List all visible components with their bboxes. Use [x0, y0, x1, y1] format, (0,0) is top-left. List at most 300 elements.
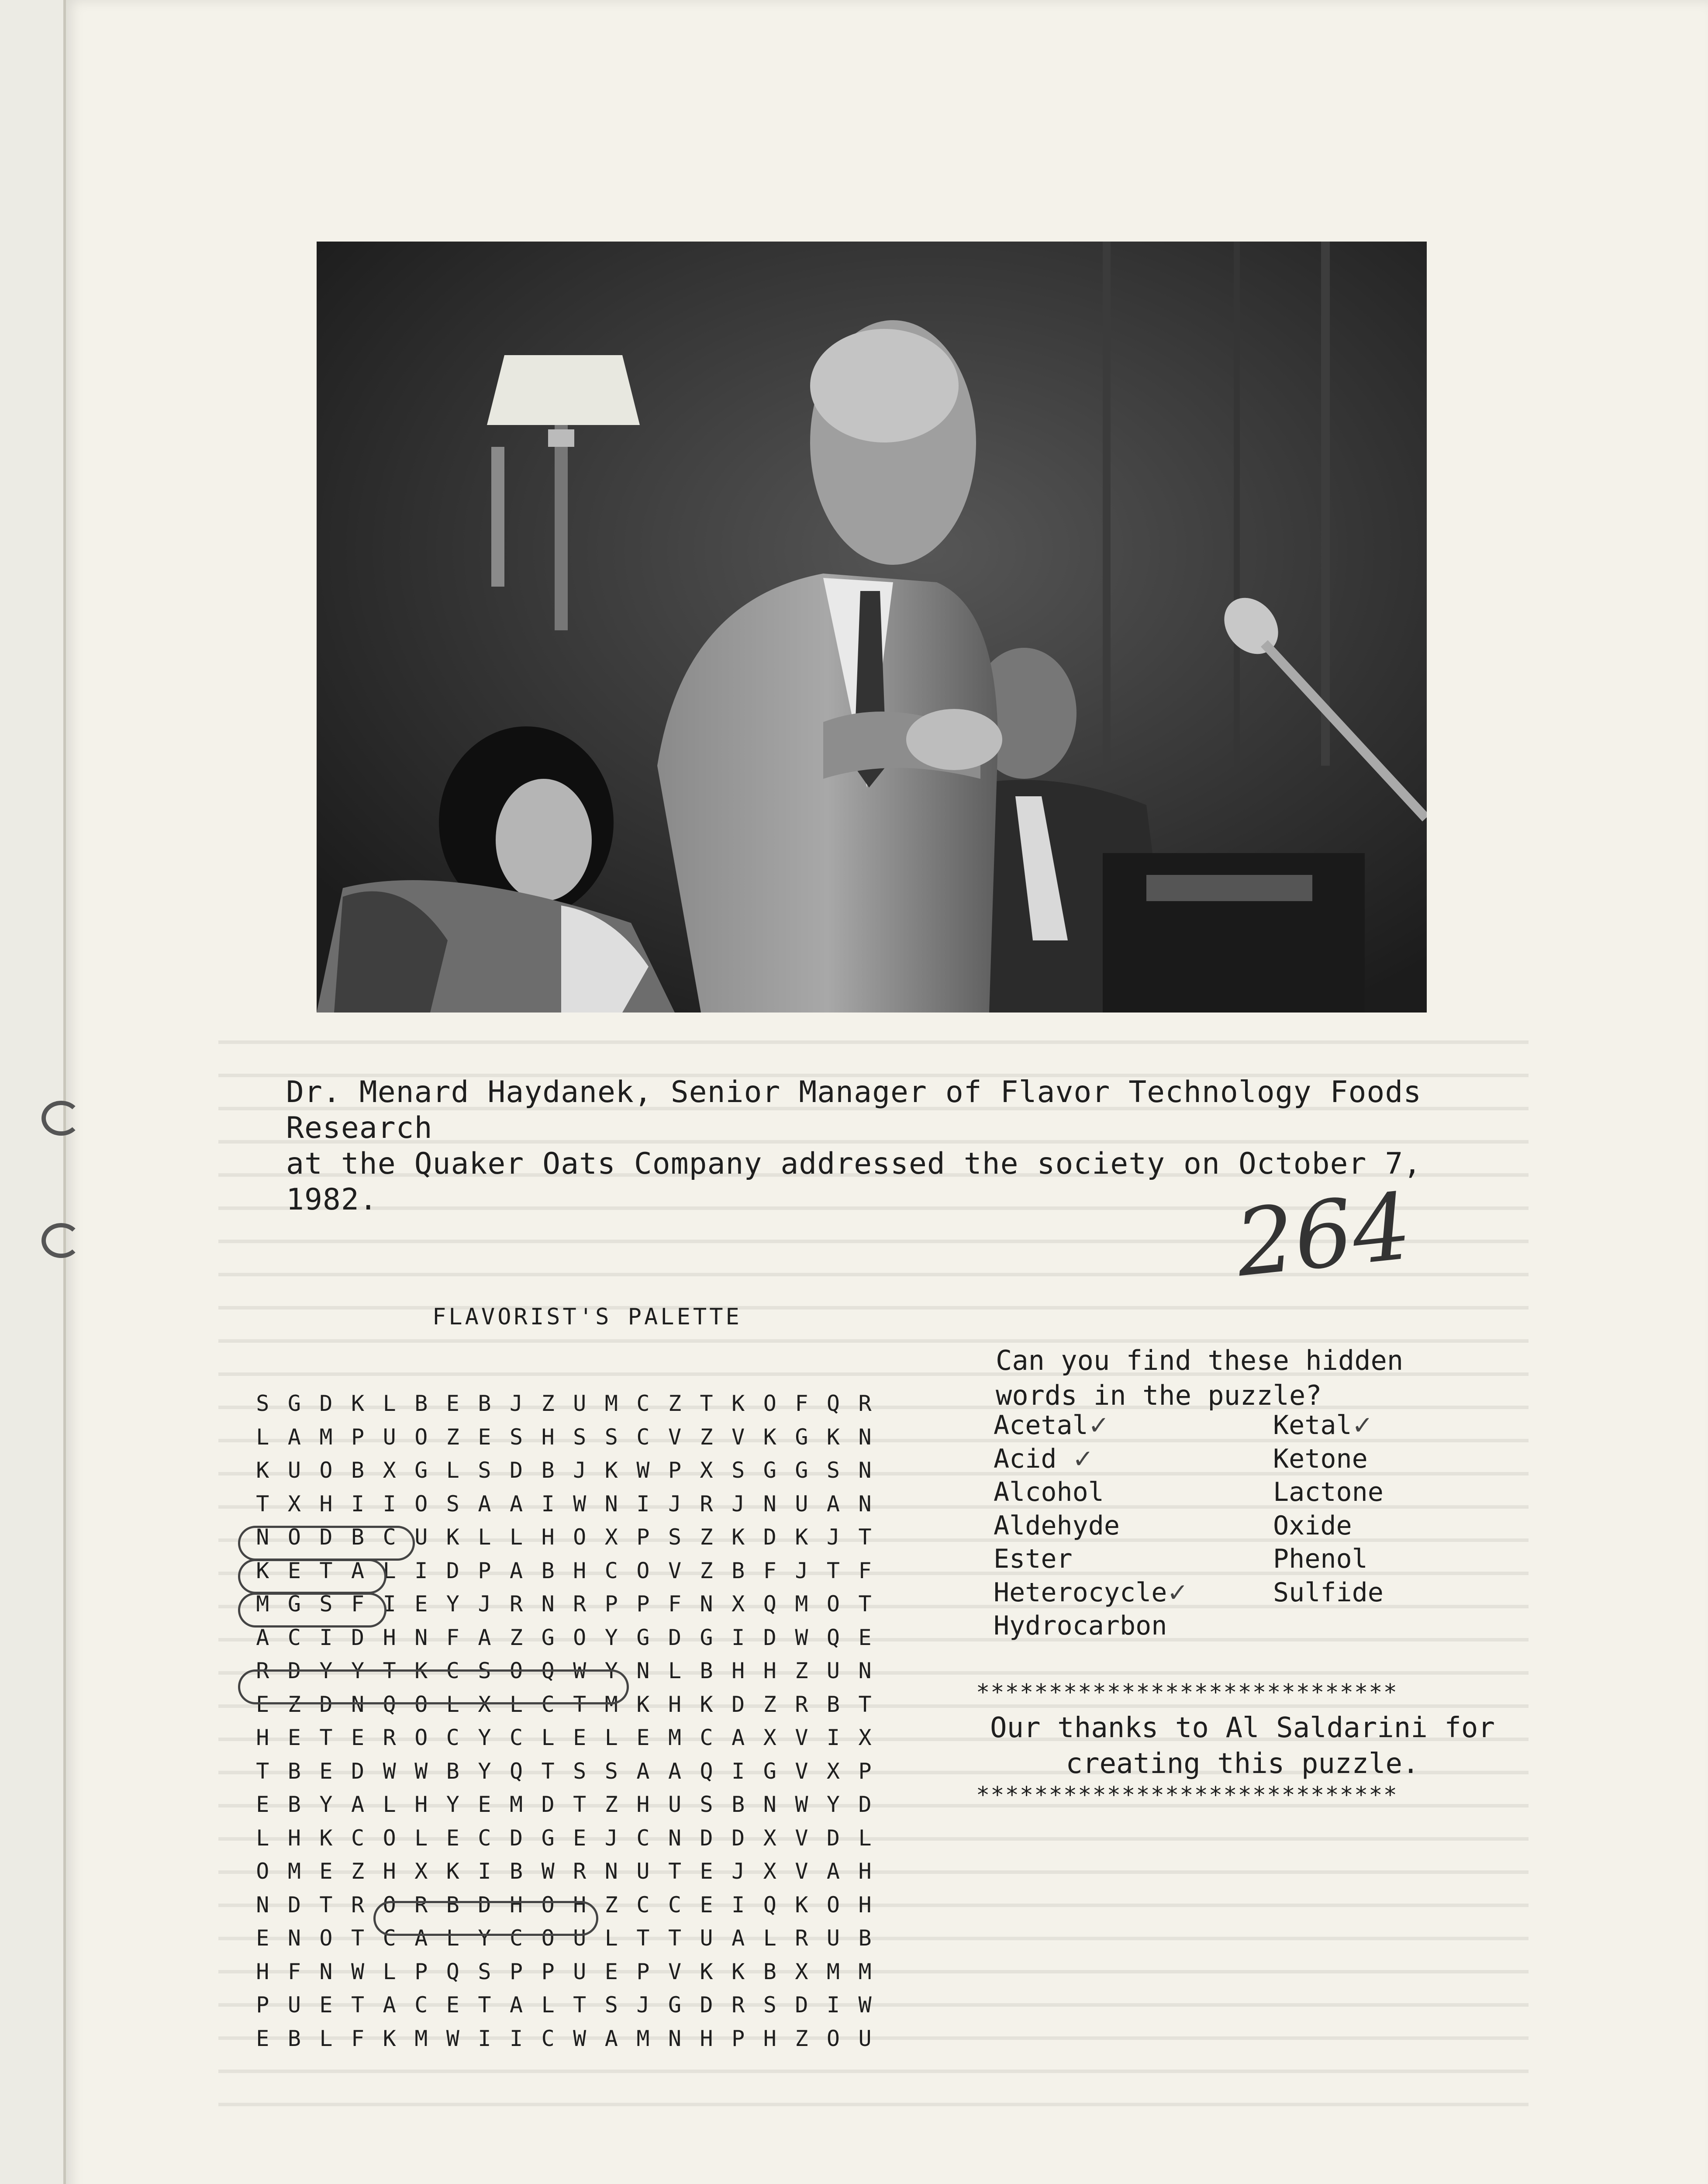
grid-row [247, 1988, 881, 2022]
grid-cell: V [795, 1758, 808, 1784]
grid-cell: C [478, 1825, 491, 1851]
grid-cell: O [319, 1925, 333, 1951]
grid-cell: H [573, 1892, 587, 1918]
grid-cell: T [478, 1992, 491, 2018]
check-mark-icon: ✓ [1088, 1410, 1110, 1440]
grid-cell: J [732, 1491, 745, 1517]
grid-cell: Y [351, 1658, 365, 1684]
grid-cell: Z [668, 1391, 682, 1417]
grid-cell: C [509, 1725, 523, 1751]
grid-cell: I [732, 1624, 745, 1650]
grid-cell: A [636, 1758, 650, 1784]
grid-cell: P [509, 1959, 523, 1984]
grid-cell: B [287, 1792, 301, 1818]
grid-cell: I [478, 1859, 491, 1884]
grid-cell: X [700, 1458, 713, 1483]
grid-cell: B [732, 1792, 745, 1818]
grid-cell: K [700, 1959, 713, 1984]
grid-cell: D [509, 1458, 523, 1483]
word-aldehyde: Aldehyde [994, 1510, 1120, 1541]
grid-cell: E [256, 2025, 269, 2051]
star-divider-top: ***************************** [976, 1679, 1398, 1706]
grid-cell: G [668, 1992, 682, 2018]
grid-row [247, 1721, 881, 1755]
grid-cell: P [604, 1591, 618, 1617]
grid-cell: W [573, 2025, 587, 2051]
grid-cell: P [636, 1591, 650, 1617]
grid-cell: H [732, 1658, 745, 1684]
grid-cell: V [795, 1725, 808, 1751]
grid-cell: A [509, 1992, 523, 2018]
grid-cell: Z [700, 1424, 713, 1450]
grid-cell: N [351, 1691, 365, 1717]
grid-cell: T [858, 1691, 872, 1717]
grid-cell: X [604, 1524, 618, 1550]
grid-cell: S [604, 1424, 618, 1450]
grid-cell: F [446, 1624, 459, 1650]
grid-cell: Y [319, 1792, 333, 1818]
grid-cell: G [763, 1758, 776, 1784]
grid-cell: B [351, 1458, 365, 1483]
grid-cell: Q [763, 1892, 776, 1918]
grid-cell: E [446, 1992, 459, 2018]
grid-cell: U [826, 1925, 840, 1951]
grid-cell: X [287, 1491, 301, 1517]
grid-cell: L [509, 1691, 523, 1717]
grid-cell: N [858, 1458, 872, 1483]
word-lactone: Lactone [1273, 1477, 1384, 1507]
grid-cell: E [256, 1691, 269, 1717]
grid-cell: L [414, 1825, 428, 1851]
grid-cell: G [795, 1424, 808, 1450]
grid-cell: D [319, 1524, 333, 1550]
grid-cell: E [446, 1391, 459, 1417]
grid-cell: O [256, 1859, 269, 1884]
grid-cell: T [256, 1491, 269, 1517]
binding-edge [63, 0, 66, 2184]
grid-cell: X [795, 1959, 808, 1984]
grid-cell: E [700, 1859, 713, 1884]
thanks-line-1: Our thanks to Al Saldarini for [990, 1712, 1495, 1744]
grid-cell: S [604, 1992, 618, 2018]
word-ester: Ester [994, 1544, 1073, 1574]
grid-row [247, 1788, 881, 1821]
grid-cell: D [319, 1391, 333, 1417]
grid-cell: V [668, 1424, 682, 1450]
grid-cell: D [700, 1992, 713, 2018]
grid-cell: T [383, 1658, 396, 1684]
grid-cell: V [668, 1558, 682, 1583]
grid-cell: Z [446, 1424, 459, 1450]
grid-cell: J [604, 1825, 618, 1851]
grid-cell: K [351, 1391, 365, 1417]
grid-cell: Z [351, 1859, 365, 1884]
grid-cell: B [478, 1391, 491, 1417]
grid-cell: J [636, 1992, 650, 2018]
grid-cell: T [858, 1591, 872, 1617]
grid-cell: U [700, 1925, 713, 1951]
word-search-grid [247, 1387, 881, 2055]
grid-cell: N [668, 1825, 682, 1851]
grid-cell: T [319, 1725, 333, 1751]
grid-cell: E [319, 1758, 333, 1784]
grid-cell: Y [604, 1658, 618, 1684]
grid-cell: U [668, 1792, 682, 1818]
grid-cell: D [763, 1524, 776, 1550]
grid-cell: D [287, 1658, 301, 1684]
grid-cell: C [636, 1424, 650, 1450]
grid-cell: I [541, 1491, 555, 1517]
grid-cell: I [383, 1591, 396, 1617]
grid-cell: F [858, 1558, 872, 1583]
grid-cell: D [732, 1825, 745, 1851]
grid-cell: O [826, 1892, 840, 1918]
grid-cell: N [604, 1491, 618, 1517]
grid-cell: C [351, 1825, 365, 1851]
grid-cell: A [414, 1925, 428, 1951]
grid-cell: Q [826, 1391, 840, 1417]
grid-cell: X [826, 1758, 840, 1784]
grid-cell: D [509, 1825, 523, 1851]
grid-cell: Y [319, 1658, 333, 1684]
grid-cell: S [573, 1424, 587, 1450]
grid-cell: A [732, 1925, 745, 1951]
grid-cell: Z [287, 1691, 301, 1717]
grid-cell: K [383, 2025, 396, 2051]
grid-row [247, 1454, 881, 1487]
grid-cell: A [351, 1792, 365, 1818]
grid-cell: B [446, 1758, 459, 1784]
grid-cell: I [732, 1892, 745, 1918]
word-alcohol: Alcohol [994, 1477, 1104, 1507]
grid-cell: K [732, 1391, 745, 1417]
grid-cell: E [636, 1725, 650, 1751]
grid-cell: C [446, 1658, 459, 1684]
grid-cell: I [319, 1624, 333, 1650]
grid-cell: L [256, 1825, 269, 1851]
grid-cell: H [573, 1558, 587, 1583]
grid-cell: A [826, 1491, 840, 1517]
grid-cell: B [541, 1458, 555, 1483]
binder-ring-icon [41, 1223, 81, 1258]
grid-cell: P [636, 1524, 650, 1550]
grid-cell: I [732, 1758, 745, 1784]
grid-cell: N [256, 1524, 269, 1550]
grid-cell: L [763, 1925, 776, 1951]
grid-cell: W [414, 1758, 428, 1784]
grid-row [247, 1955, 881, 1989]
grid-cell: P [668, 1458, 682, 1483]
grid-cell: S [826, 1458, 840, 1483]
grid-cell: N [700, 1591, 713, 1617]
grid-cell: F [287, 1959, 301, 1984]
grid-cell: G [795, 1458, 808, 1483]
grid-cell: F [668, 1591, 682, 1617]
grid-cell: H [541, 1524, 555, 1550]
grid-cell: R [509, 1591, 523, 1617]
thanks-line-2: creating this puzzle. [1066, 1748, 1419, 1780]
grid-cell: G [287, 1391, 301, 1417]
grid-cell: C [414, 1992, 428, 2018]
grid-cell: B [446, 1892, 459, 1918]
grid-cell: T [858, 1524, 872, 1550]
grid-cell: S [319, 1591, 333, 1617]
grid-cell: C [636, 1825, 650, 1851]
check-mark-icon: ✓ [1352, 1410, 1373, 1440]
grid-cell: S [478, 1959, 491, 1984]
grid-cell: D [287, 1892, 301, 1918]
grid-cell: U [858, 2025, 872, 2051]
speaker-photo [317, 242, 1427, 1013]
grid-cell: L [446, 1458, 459, 1483]
grid-cell: O [541, 1892, 555, 1918]
grid-cell: S [573, 1758, 587, 1784]
grid-cell: H [763, 2025, 776, 2051]
grid-cell: G [700, 1624, 713, 1650]
grid-cell: V [795, 1859, 808, 1884]
grid-cell: S [604, 1758, 618, 1784]
grid-cell: C [668, 1892, 682, 1918]
grid-cell: L [383, 1792, 396, 1818]
grid-cell: M [509, 1792, 523, 1818]
found-word-circle-acetal [373, 1901, 598, 1936]
grid-cell: W [858, 1992, 872, 2018]
word-ketone: Ketone [1273, 1443, 1368, 1474]
grid-cell: T [668, 1925, 682, 1951]
grid-cell: O [826, 2025, 840, 2051]
grid-cell: N [414, 1624, 428, 1650]
grid-cell: Y [446, 1591, 459, 1617]
grid-cell: D [732, 1691, 745, 1717]
grid-cell: A [668, 1758, 682, 1784]
grid-cell: E [287, 1725, 301, 1751]
grid-cell: W [795, 1792, 808, 1818]
grid-cell: W [573, 1658, 587, 1684]
grid-cell: O [763, 1391, 776, 1417]
grid-cell: O [826, 1591, 840, 1617]
grid-cell: C [541, 1691, 555, 1717]
grid-cell: C [700, 1725, 713, 1751]
check-mark-icon: ✓ [1072, 1444, 1094, 1474]
grid-cell: L [446, 1925, 459, 1951]
grid-cell: C [383, 1925, 396, 1951]
grid-cell: J [795, 1558, 808, 1583]
grid-cell: R [256, 1658, 269, 1684]
grid-cell: I [509, 2025, 523, 2051]
grid-cell: E [256, 1792, 269, 1818]
word-list-left [994, 1409, 1188, 1643]
found-word-circle-msf [238, 1559, 386, 1594]
grid-cell: Z [509, 1624, 523, 1650]
grid-cell: A [256, 1624, 269, 1650]
grid-cell: Z [763, 1691, 776, 1717]
grid-cell: O [319, 1458, 333, 1483]
grid-cell: N [858, 1424, 872, 1450]
grid-cell: Z [795, 1658, 808, 1684]
grid-cell: N [636, 1658, 650, 1684]
grid-cell: M [414, 2025, 428, 2051]
grid-cell: D [446, 1558, 459, 1583]
grid-cell: L [383, 1558, 396, 1583]
grid-cell: R [732, 1992, 745, 2018]
grid-cell: O [414, 1491, 428, 1517]
grid-cell: H [256, 1725, 269, 1751]
grid-cell: D [478, 1892, 491, 1918]
grid-cell: N [668, 2025, 682, 2051]
grid-cell: Z [541, 1391, 555, 1417]
grid-cell: P [414, 1959, 428, 1984]
grid-cell: J [826, 1524, 840, 1550]
grid-cell: F [763, 1558, 776, 1583]
grid-cell: A [509, 1491, 523, 1517]
word-acetal: Acetal✓ [994, 1410, 1110, 1441]
grid-cell: C [383, 1524, 396, 1550]
grid-cell: R [573, 1859, 587, 1884]
grid-cell: G [541, 1624, 555, 1650]
grid-cell: H [256, 1959, 269, 1984]
grid-cell: U [636, 1859, 650, 1884]
grid-cell: C [604, 1558, 618, 1583]
grid-cell: G [541, 1825, 555, 1851]
grid-cell: Z [700, 1558, 713, 1583]
grid-cell: X [732, 1591, 745, 1617]
grid-cell: I [351, 1491, 365, 1517]
grid-cell: R [573, 1591, 587, 1617]
grid-cell: D [351, 1758, 365, 1784]
grid-cell: N [256, 1892, 269, 1918]
grid-cell: K [636, 1691, 650, 1717]
grid-cell: U [414, 1524, 428, 1550]
grid-cell: S [700, 1792, 713, 1818]
grid-cell: K [446, 1524, 459, 1550]
grid-cell: H [414, 1792, 428, 1818]
grid-cell: L [383, 1391, 396, 1417]
word-phenol: Phenol [1273, 1544, 1368, 1574]
grid-cell: T [668, 1859, 682, 1884]
grid-cell: J [509, 1391, 523, 1417]
grid-cell: L [541, 1992, 555, 2018]
grid-cell: K [319, 1825, 333, 1851]
grid-row [247, 1487, 881, 1521]
grid-cell: I [478, 2025, 491, 2051]
thanks-note [976, 1710, 1509, 1782]
grid-cell: T [351, 1992, 365, 2018]
grid-cell: U [287, 1992, 301, 2018]
grid-cell: O [414, 1691, 428, 1717]
grid-cell: H [509, 1892, 523, 1918]
grid-cell: B [541, 1558, 555, 1583]
grid-cell: K [446, 1859, 459, 1884]
grid-cell: L [319, 2025, 333, 2051]
word-sulfide: Sulfide [1273, 1577, 1384, 1608]
grid-cell: Y [446, 1792, 459, 1818]
grid-cell: S [509, 1424, 523, 1450]
caption-line-2: at the Quaker Oats Company addressed the society on October 7, 1982. [286, 1147, 1422, 1217]
grid-cell: G [287, 1591, 301, 1617]
grid-cell: K [732, 1959, 745, 1984]
grid-cell: E [700, 1892, 713, 1918]
prompt-line-2: words in the puzzle? [996, 1379, 1322, 1411]
grid-cell: L [541, 1725, 555, 1751]
grid-cell: K [763, 1424, 776, 1450]
grid-cell: F [795, 1391, 808, 1417]
grid-cell: E [478, 1424, 491, 1450]
grid-cell: S [668, 1524, 682, 1550]
grid-cell: A [826, 1859, 840, 1884]
grid-cell: M [604, 1691, 618, 1717]
grid-cell: T [541, 1758, 555, 1784]
grid-cell: X [478, 1691, 491, 1717]
grid-cell: B [509, 1859, 523, 1884]
grid-cell: Z [795, 2025, 808, 2051]
grid-cell: A [509, 1558, 523, 1583]
grid-cell: J [573, 1458, 587, 1483]
grid-cell: K [256, 1558, 269, 1583]
grid-cell: U [573, 1925, 587, 1951]
grid-cell: E [256, 1925, 269, 1951]
star-divider-bottom: ***************************** [976, 1782, 1398, 1808]
grid-cell: R [700, 1491, 713, 1517]
grid-cell: J [478, 1591, 491, 1617]
grid-cell: P [256, 1992, 269, 2018]
grid-cell: A [383, 1992, 396, 2018]
grid-cell: V [732, 1424, 745, 1450]
grid-cell: T [351, 1925, 365, 1951]
grid-cell: C [541, 2025, 555, 2051]
grid-cell: O [414, 1424, 428, 1450]
grid-cell: Z [604, 1792, 618, 1818]
grid-cell: D [858, 1792, 872, 1818]
grid-cell: N [858, 1658, 872, 1684]
grid-cell: E [351, 1725, 365, 1751]
grid-cell: U [795, 1491, 808, 1517]
grid-cell: Q [509, 1758, 523, 1784]
grid-cell: A [287, 1424, 301, 1450]
handwritten-page-number: 264 [1231, 1172, 1416, 1298]
grid-cell: H [858, 1859, 872, 1884]
grid-cell: Z [604, 1892, 618, 1918]
grid-cell: X [763, 1825, 776, 1851]
grid-cell: F [351, 2025, 365, 2051]
grid-cell: U [383, 1424, 396, 1450]
grid-row [247, 1855, 881, 1888]
found-word-circle-heterocycle [238, 1669, 629, 1704]
grid-cell: D [319, 1691, 333, 1717]
grid-cell: D [668, 1624, 682, 1650]
grid-cell: Y [478, 1758, 491, 1784]
grid-cell: U [287, 1458, 301, 1483]
grid-cell: T [636, 1925, 650, 1951]
grid-cell: V [668, 1959, 682, 1984]
grid-cell: S [256, 1391, 269, 1417]
grid-row [247, 1420, 881, 1454]
grid-cell: Y [478, 1925, 491, 1951]
grid-cell: D [351, 1624, 365, 1650]
grid-cell: K [256, 1458, 269, 1483]
grid-cell: X [858, 1725, 872, 1751]
grid-cell: E [573, 1825, 587, 1851]
grid-cell: N [763, 1792, 776, 1818]
grid-cell: L [604, 1725, 618, 1751]
grid-cell: Q [541, 1658, 555, 1684]
grid-cell: X [763, 1725, 776, 1751]
grid-cell: S [478, 1658, 491, 1684]
grid-cell: T [573, 1691, 587, 1717]
grid-cell: C [287, 1624, 301, 1650]
grid-cell: C [446, 1725, 459, 1751]
grid-cell: B [732, 1558, 745, 1583]
grid-cell: B [287, 1758, 301, 1784]
